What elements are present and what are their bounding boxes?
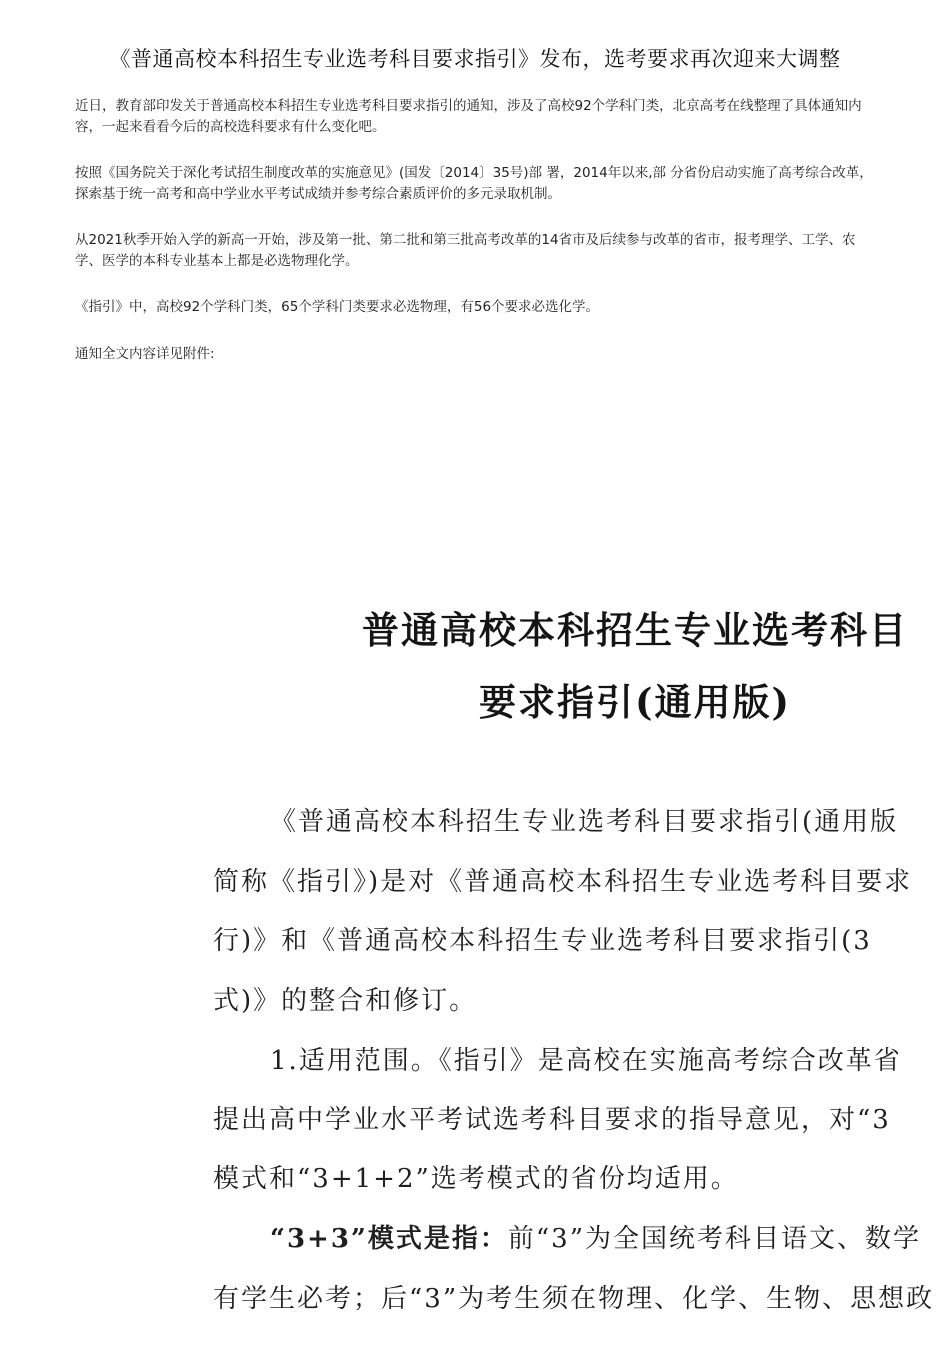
scan-body-line: 模式和“3+1+2”选考模式的省份均适用。: [213, 1164, 739, 1194]
scan-body-line: 《普通高校本科招生专业选考科目要求指引(通用版: [270, 807, 899, 837]
article-title: 《普通高校本科招生专业选考科目要求指引》发布，选考要求再次迎来大调整: [109, 47, 841, 71]
scanned-document-page: [0, 560, 950, 1345]
article-paragraph-scope: 从2021秋季开始入学的新高一开始，涉及第一批、第二批和第三批高考改革的14省市及后续参与改革的省市，报考理学、工学、农学、医学的本科专业基本上都是必选物理化学。: [75, 232, 856, 269]
scan-body-text: 前“3”为全国统考科目语文、数学: [507, 1224, 922, 1254]
article-paragraph-background: 按照《国务院关于深化考试招生制度改革的实施意见》(国发〔2014〕35号)部 署，2014年以来,部 分省份启动实施了高考综合改革，探索基于统一高考和高中学业水平考试成绩并参考综合素质评价的多元录取机制。: [75, 165, 873, 202]
scan-title-line-1: 普通高校本科招生专业选考科目: [362, 608, 908, 652]
scan-title-line-2: 要求指引(通用版): [478, 680, 791, 724]
scan-body-line: 式)》的整合和修订。: [213, 986, 478, 1016]
scan-bold-term: “3+3”模式是指：: [270, 1224, 508, 1254]
scan-body-line: [270, 1222, 921, 1256]
article-paragraph-intro: 近日，教育部印发关于普通高校本科招生专业选考科目要求指引的通知，涉及了高校92个学科门类，北京高考在线整理了具体通知内容，一起来看看今后的高校选科要求有什么变化吧。: [75, 98, 862, 135]
scan-body-line: 行)》和《普通高校本科招生专业选考科目要求指引(3: [213, 926, 872, 956]
article-paragraph-statistics: 《指引》中，高校92个学科门类，65个学科门类要求必选物理，有56个要求必选化学。: [75, 299, 600, 315]
scan-body-line: 简称《指引》)是对《普通高校本科招生专业选考科目要求: [213, 867, 913, 897]
article-paragraph-attachment-note: 通知全文内容详见附件:: [75, 346, 215, 362]
scan-body-line: 1.适用范围。《指引》是高校在实施高考综合改革省: [270, 1046, 902, 1076]
scan-body-line: 提出高中学业水平考试选考科目要求的指导意见，对“3: [213, 1105, 891, 1135]
scan-body-line: 有学生必考；后“3”为考生须在物理、化学、生物、思想政: [213, 1284, 935, 1314]
